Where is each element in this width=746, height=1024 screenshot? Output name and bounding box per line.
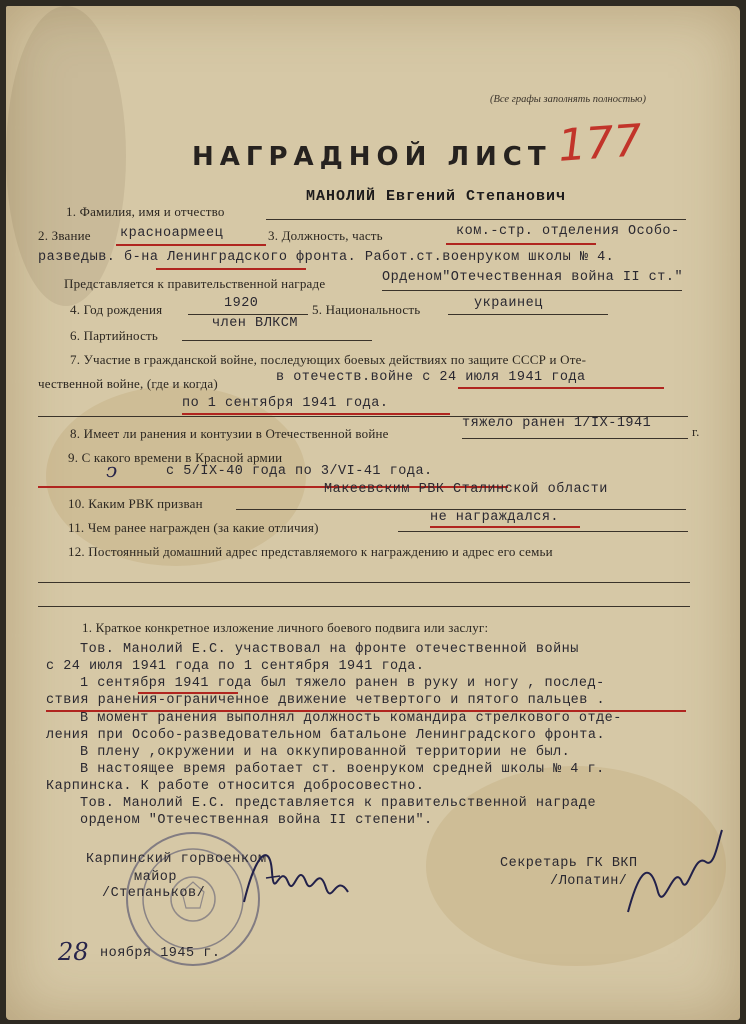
narrative-line: Тов. Манолий Е.С. представляется к правительственной награде: [80, 796, 597, 811]
narrative-line: В плену ,окружении и на оккупированной территории не был.: [80, 745, 571, 760]
field-4-line: [188, 314, 308, 315]
field-8-suffix: г.: [692, 424, 700, 439]
field-5-label: 5. Национальность: [312, 302, 421, 317]
field-7-value: в отечеств.войне с 24 июля 1941 года: [276, 370, 586, 385]
field-7-label: 7. Участие в гражданской войне, последующих боевых действиях по защите СССР и Оте-: [70, 352, 587, 367]
field-4-value: 1920: [224, 296, 259, 311]
field-9-value: с 5/IX-40 года по 3/VI-41 года.: [166, 464, 433, 479]
field-6-line: [182, 340, 372, 341]
award-line: [382, 290, 682, 291]
narrative-line: Карпинска. К работе относится добросовестно.: [46, 779, 425, 794]
section-heading: 1. Краткое конкретное изложение личного боевого подвига или заслуг:: [82, 620, 489, 635]
narrative-line: Тов. Манолий Е.С. участвовал на фронте отечественной войны: [80, 642, 579, 657]
signatory-left-name: /Степаньков/: [102, 886, 206, 901]
signature-right: [618, 822, 728, 922]
field-6-value: член ВЛКСМ: [212, 316, 299, 331]
award-value: Орденом"Отечественная война II ст.": [382, 270, 684, 285]
field-8-line: [462, 438, 688, 439]
field-2-label: 2. Звание: [38, 228, 91, 243]
red-underline: [116, 244, 266, 246]
field-9-label: 9. С какого времени в Красной армии: [68, 450, 283, 465]
field-8-label: 8. Имеет ли ранения и контузии в Отечественной войне: [70, 426, 389, 441]
signatory-left-org: Карпинский горвоенком: [86, 852, 267, 867]
field-3-value-cont: разведыв. б-на Ленинградского фронта. Работ.ст.военруком школы № 4.: [38, 250, 615, 265]
field-10-label: 10. Каким РВК призван: [68, 496, 203, 511]
field-3-label: 3. Должность, часть: [268, 228, 383, 243]
handwritten-checkmark: ↄ: [106, 458, 118, 482]
red-underline: [446, 243, 596, 245]
narrative-line: орденом "Отечественная война II степени".: [80, 813, 433, 828]
red-underline: [458, 387, 664, 389]
field-11-value: не награждался.: [430, 510, 560, 525]
field-1-value: МАНОЛИЙ Евгений Степанович: [306, 188, 567, 205]
field-2-value: красноармеец: [120, 226, 224, 241]
red-underline: [430, 526, 580, 528]
red-underline: [182, 413, 450, 415]
field-1-line: [266, 219, 686, 220]
field-3-value: ком.-стр. отделения Особо-: [456, 224, 680, 239]
signatory-right-name: /Лопатин/: [550, 874, 628, 889]
document-title: НАГРАДНОЙ ЛИСТ: [192, 142, 552, 172]
narrative-line: ления при Особо-разведовательном батальоне Ленинградского фронта.: [46, 728, 606, 743]
field-1-label: 1. Фамилия, имя и отчество: [66, 204, 225, 219]
narrative-line: В момент ранения выполнял должность командира стрелкового отде-: [80, 711, 622, 726]
field-5-value: украинец: [474, 296, 543, 311]
field-8-value: тяжело ранен 1/IX-1941: [462, 416, 652, 431]
red-underline: [156, 268, 306, 270]
fill-all-fields-note: (Все графы заполнять полностью): [490, 94, 646, 105]
narrative-line: 1 сентября 1941 года был тяжело ранен в руку и ногу , послед-: [80, 676, 605, 691]
field-11-label: 11. Чем ранее награжден (за какие отличия): [68, 520, 319, 535]
field-10-value: Макеевским РВК Сталинской области: [324, 482, 608, 497]
signatory-left-rank: майор: [134, 870, 178, 885]
award-label: Представляется к правительственной награде: [64, 276, 326, 291]
narrative-line: В настоящее время работает ст. военруком средней школы № 4 г.: [80, 762, 605, 777]
field-4-label: 4. Год рождения: [70, 302, 163, 317]
field-12-line: [38, 606, 690, 607]
narrative-line: ствия ранения-ограниченное движение четвертого и пятого пальцев .: [46, 693, 606, 708]
field-11-line: [398, 531, 688, 532]
field-12-line: [38, 582, 690, 583]
red-sheet-number: 177: [556, 115, 644, 172]
date-day-handwritten: 28: [58, 938, 89, 966]
narrative-line: с 24 июля 1941 года по 1 сентября 1941 года.: [46, 659, 425, 674]
signature-left: [236, 832, 356, 922]
field-12-label: 12. Постоянный домашний адрес представляемого к награждению и адрес его семьи: [68, 544, 553, 559]
signatory-right-title: Секретарь ГК ВКП: [500, 856, 638, 871]
award-sheet-page: [6, 6, 740, 1020]
field-7-value-cont: по 1 сентября 1941 года.: [182, 396, 389, 411]
date-month-year: ноября 1945 г.: [100, 946, 221, 961]
field-7-label-cont: чественной войне, (где и когда): [38, 376, 218, 391]
field-5-line: [448, 314, 608, 315]
field-6-label: 6. Партийность: [70, 328, 159, 343]
